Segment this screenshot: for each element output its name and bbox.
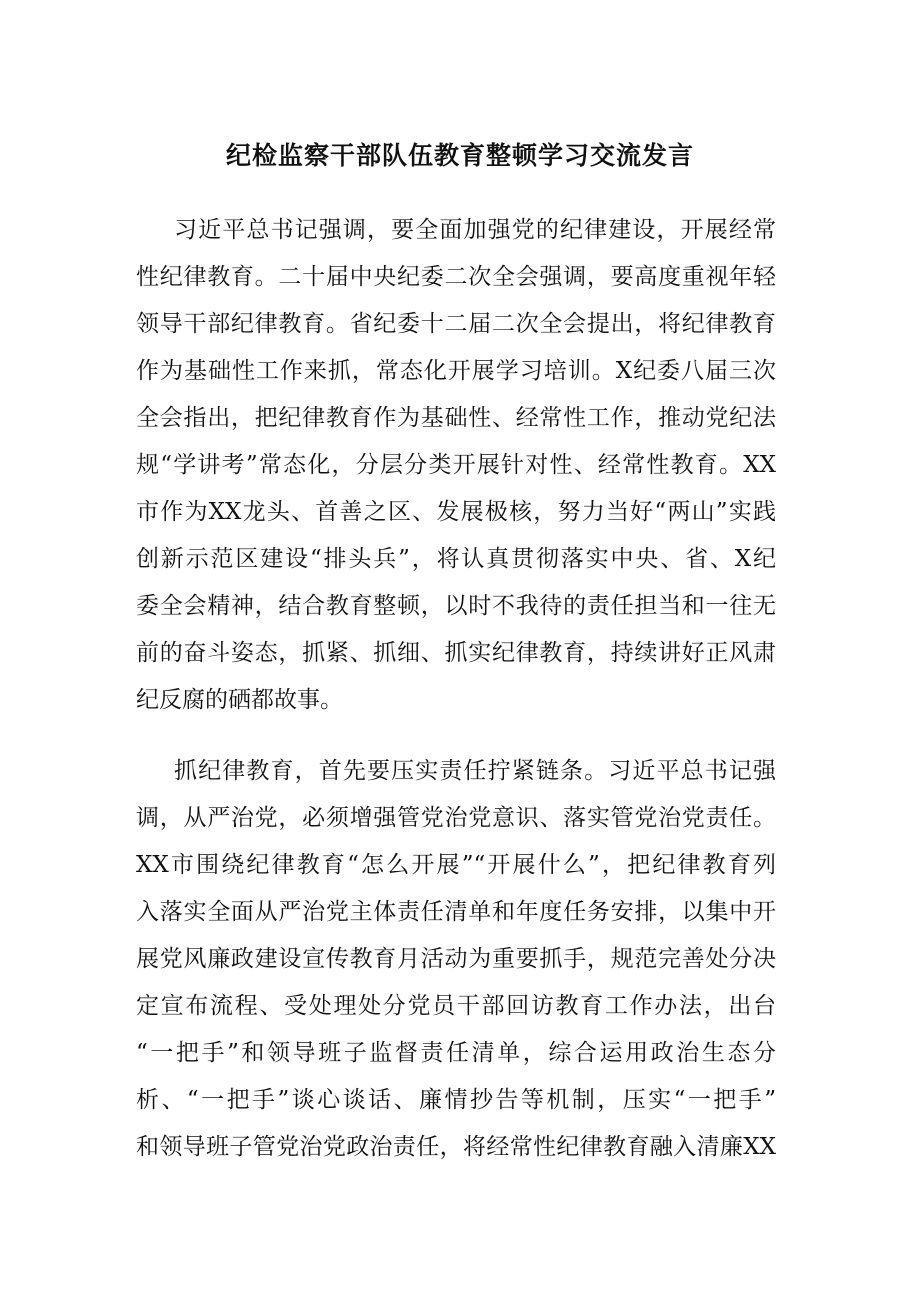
paragraph-2-line-1: 抓纪律教育，首先要压实责任拧紧链条。习近平总书记强 [174,758,776,784]
paragraph-1-line-6: 规“学讲考”常态化，分层分类开展针对性、经常性教育。XX [136,452,776,478]
paragraph-2-line-3: XX市围绕纪律教育“怎么开展”“开展什么”，把纪律教育列 [136,852,776,878]
paragraph-1-line-8: 创新示范区建设“排头兵”，将认真贯彻落实中央、省、X纪 [136,546,776,572]
paragraph-1-line-5: 全会指出，把纪律教育作为基础性、经常性工作，推动党纪法 [136,405,776,431]
paragraph-2-line-5: 展党风廉政建设宣传教育月活动为重要抓手，规范完善处分决 [136,946,776,972]
paragraph-1-line-10: 前的奋斗姿态，抓紧、抓细、抓实纪律教育，持续讲好正风肃 [136,640,776,666]
paragraph-2-line-8: 析、“一把手”谈心谈话、廉情抄告等机制，压实“一把手” [136,1087,776,1113]
paragraph-2-line-7: “一把手”和领导班子监督责任清单，综合运用政治生态分 [136,1040,776,1066]
paragraph-2-line-4: 入落实全面从严治党主体责任清单和年度任务安排，以集中开 [136,899,776,925]
paragraph-2-line-9: 和领导班子管党治党政治责任，将经常性纪律教育融入清廉XX [136,1134,776,1160]
paragraph-1-line-11: 纪反腐的硒都故事。 [136,687,343,713]
paragraph-2-line-2: 调，从严治党，必须增强管党治党意识、落实管党治党责任。 [136,805,776,831]
paragraph-2-line-6: 定宣布流程、受处理处分党员干部回访教育工作办法，出台 [136,993,776,1019]
paragraph-1-line-2: 性纪律教育。二十届中央纪委二次全会强调，要高度重视年轻 [136,264,776,290]
paragraph-1-line-9: 委全会精神，结合教育整顿，以时不我待的责任担当和一往无 [136,593,776,619]
paragraph-1-line-1: 习近平总书记强调，要全面加强党的纪律建设，开展经常 [174,217,776,243]
paragraph-1-line-3: 领导干部纪律教育。省纪委十二届二次全会提出，将纪律教育 [136,311,776,337]
paragraph-1-line-7: 市作为XX龙头、首善之区、发展极核，努力当好“两山”实践 [136,499,776,525]
paragraph-1-line-4: 作为基础性工作来抓，常态化开展学习培训。X纪委八届三次 [136,358,776,384]
document-title: 纪检监察干部队伍教育整顿学习交流发言 [225,141,694,170]
